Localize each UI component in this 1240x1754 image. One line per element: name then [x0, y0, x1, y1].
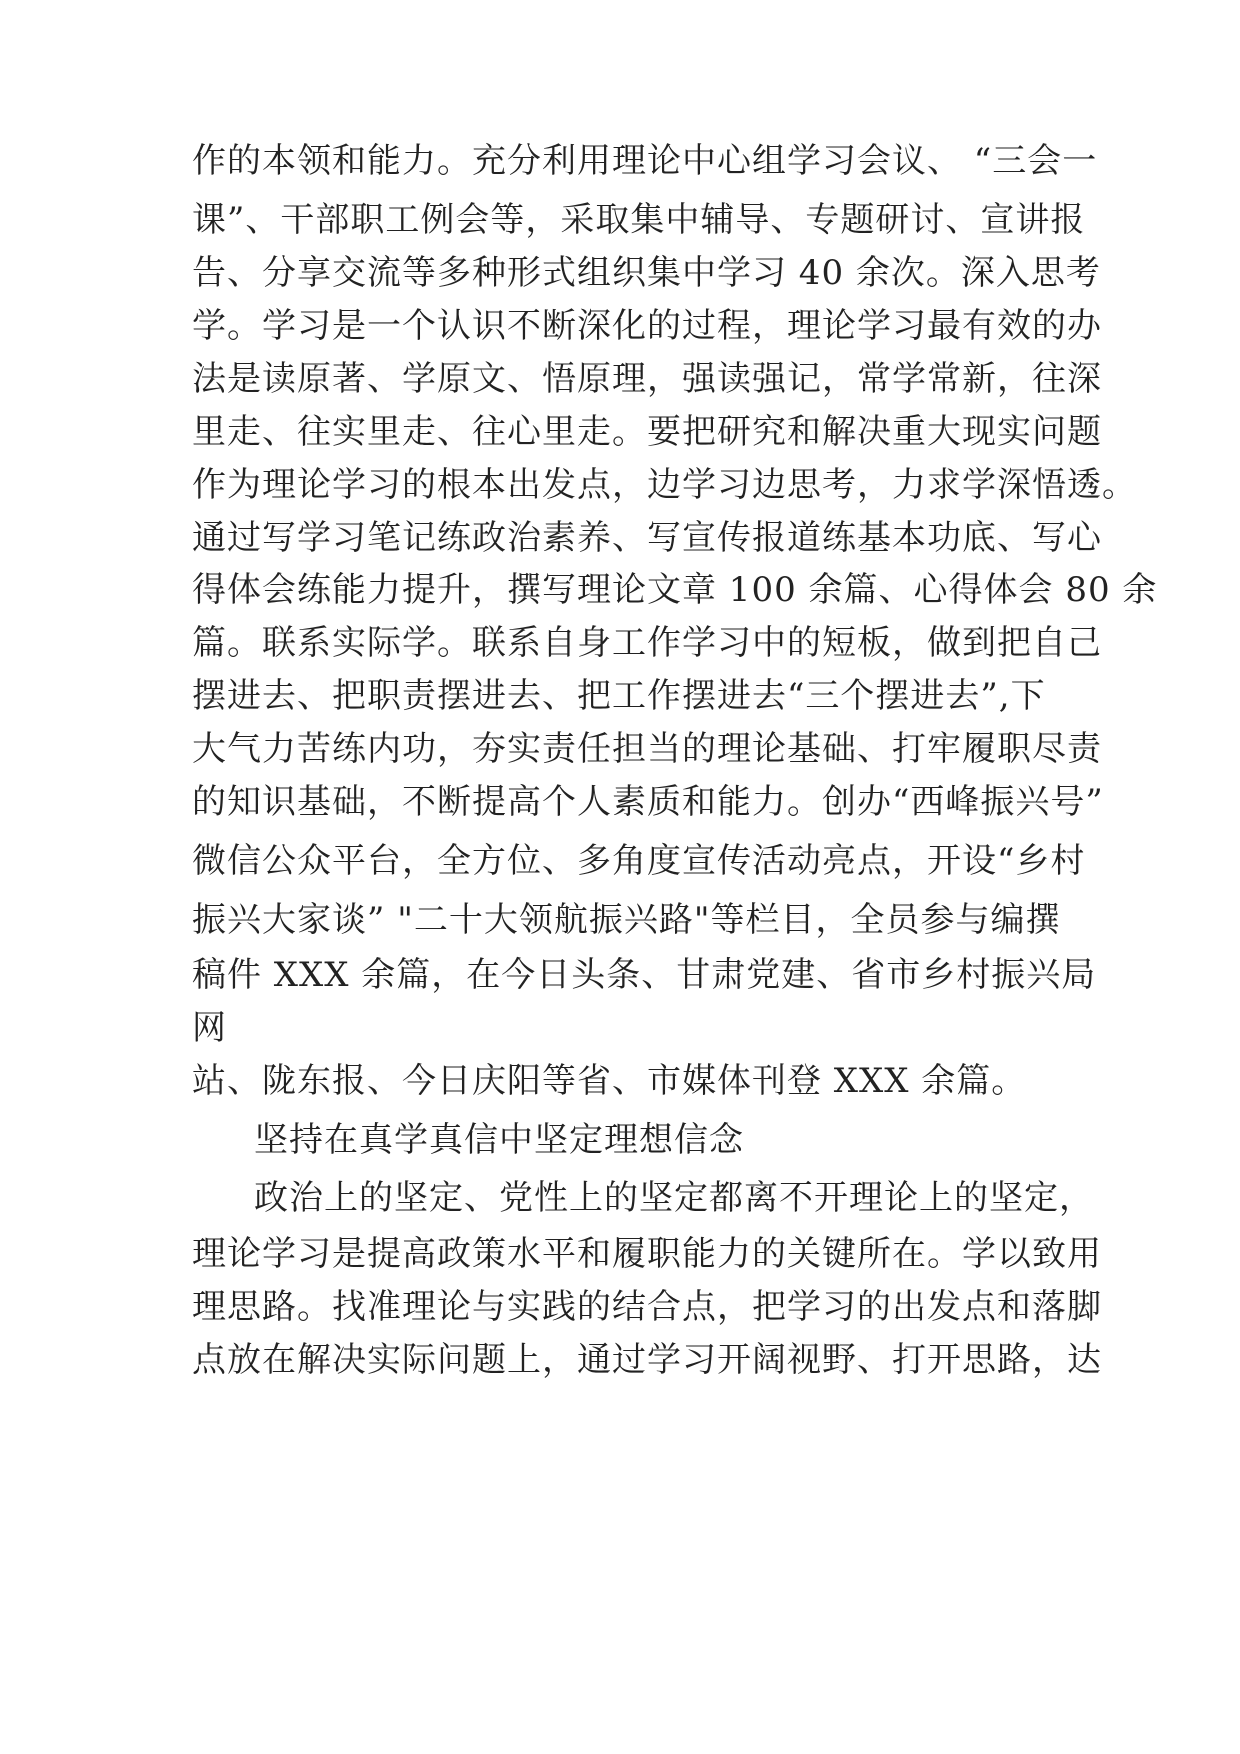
text-line: 理思路。找准理论与实践的结合点，把学习的出发点和落脚	[192, 1287, 1102, 1327]
text-line: 网	[192, 1008, 227, 1048]
text-line: 里走、往实里走、往心里走。要把研究和解决重大现实问题	[192, 412, 1102, 452]
text-line: 作的本领和能力。充分利用理论中心组学习会议、 “三会一	[192, 141, 1098, 181]
text-line: 法是读原著、学原文、悟原理，强读强记，常学常新，往深	[192, 359, 1102, 399]
text-line: 微信公众平台，全方位、多角度宣传活动亮点，开设“乡村	[192, 841, 1086, 881]
text-line: 政治上的坚定、党性上的坚定都离不开理论上的坚定，	[254, 1178, 1094, 1218]
text-line: 点放在解决实际问题上，通过学习开阔视野、打开思路，达	[192, 1340, 1102, 1380]
text-line: 稿件 XXX 余篇，在今日头条、甘肃党建、省市乡村振兴局	[192, 955, 1097, 995]
text-line: 的知识基础，不断提高个人素质和能力。创办“西峰振兴号”	[192, 782, 1104, 822]
text-line: 学。学习是一个认识不断深化的过程，理论学习最有效的办	[192, 306, 1102, 346]
text-line: 作为理论学习的根本出发点，边学习边思考，力求学深悟透。	[192, 465, 1137, 505]
text-line: 课”、干部职工例会等，采取集中辅导、专题研讨、宣讲报	[192, 200, 1086, 240]
text-line: 大气力苦练内功，夯实责任担当的理论基础、打牢履职尽责	[192, 729, 1102, 769]
text-line: 摆进去、把职责摆进去、把工作摆进去“三个摆进去”,下	[192, 676, 1046, 716]
text-line: 得体会练能力提升，撰写理论文章 100 余篇、心得体会 80 余	[192, 570, 1158, 610]
text-line: 理论学习是提高政策水平和履职能力的关键所在。学以致用	[192, 1234, 1102, 1274]
text-line: 通过写学习笔记练政治素养、写宣传报道练基本功底、写心	[192, 518, 1102, 558]
text-line: 告、分享交流等多种形式组织集中学习 40 余次。深入思考	[192, 253, 1101, 293]
text-line: 篇。联系实际学。联系自身工作学习中的短板，做到把自己	[192, 623, 1102, 663]
text-line: 站、陇东报、今日庆阳等省、市媒体刊登 XXX 余篇。	[192, 1061, 1027, 1101]
text-line: 振兴大家谈” "二十大领航振兴路"等栏目，全员参与编撰	[192, 900, 1061, 940]
section-heading: 坚持在真学真信中坚定理想信念	[254, 1120, 744, 1160]
